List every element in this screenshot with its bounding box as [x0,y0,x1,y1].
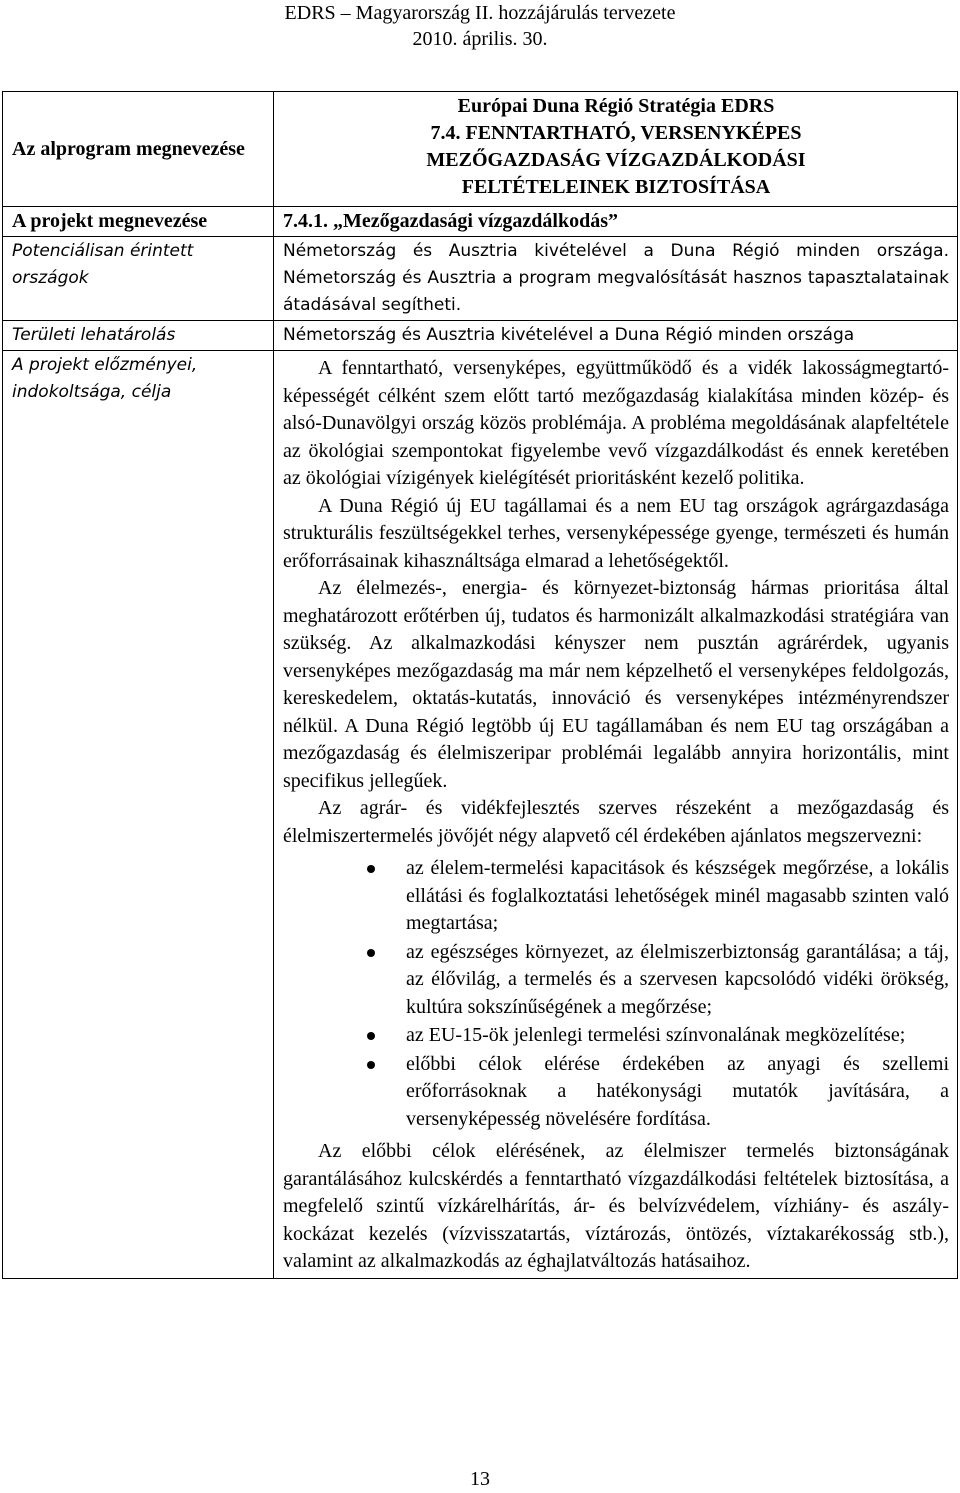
project-table [2,91,958,1279]
alprogram-line-4: FELTÉTELEINEK BIZTOSÍTÁSA [461,176,771,198]
list-item-text: az élelem-termelési kapacitások és készségek megőrzése, a lokális ellátási és foglalkoztatási lehetőségek minél magasabb szinten való megtartása; [406,857,949,934]
bullet-icon [367,1032,375,1040]
label-projekt: A projekt megnevezése [3,207,274,237]
row-teruleti [3,321,958,351]
row-alprogram [3,92,958,207]
value-teruleti: Németország és Ausztria kivételével a Duna Régió minden országa [274,321,958,351]
alprogram-line-2: 7.4. FENNTARTHATÓ, VERSENYKÉPES [430,122,802,144]
list-item [283,1022,949,1050]
list-item-text: előbbi célok elérése érdekében az anyagi és szellemi erőforrásoknak a hatékonysági mutatók javítására, a versenyképesség növelésére fordítása. [406,1052,949,1130]
label-teruleti: Területi lehatárolás [3,321,274,351]
label-orszagok: Potenciálisan érintett országok [3,237,274,321]
paragraph-5: Az előbbi célok elérésének, az élelmiszer termelés biztonságának garantálásához kulcskérdés a fenntartható vízgazdálkodási feltételek biztosítása, a megfelelő szintű vízkárelhárítás, ár- és belvízvédelem, vízhiány- és aszály-kockázat kezelés (vízvisszatartás, víztározás, öntözés, víztakarékosság stb.), valamint az alkalmazkodás az éghajlatváltozás hatásaihoz. [283,1140,949,1272]
goals-list [283,855,949,1133]
label-elozmenyek: A projekt előzményei, indokoltsága, célja [3,351,274,1279]
page-header [0,0,960,52]
paragraph-3: Az élelmezés-, energia- és környezet-biztonság hármas prioritása által meghatározott erőtérben új, tudatos és harmonizált alkalmazkodási stratégiára van szükség. Az alkalmazkodási kényszer nem pusztán agrárérdek, ugyanis versenyképes mezőgazdaság ma már nem képzelhető el versenyképes feldolgozás, kereskedelem, oktatás-kutatás, innováció és versenyképes intézményrendszer nélkül. A Duna Régió legtöbb új EU tagállamában és nem EU tag országában a mezőgazdaság és élelmiszeripar problémái legalább annyira horizontális, mint specifikus jellegűek. [283,577,949,792]
alprogram-line-3: MEZŐGAZDASÁG VÍZGAZDÁLKODÁSI [426,149,806,171]
value-alprogram [274,92,958,207]
paragraph-4: Az agrár- és vidékfejlesztés szerves részeként a mezőgazdaság és élelmiszertermelés jövőjét négy alapvető cél érdekében ajánlatos megszervezni: [283,797,949,847]
header-title: EDRS – Magyarország II. hozzájárulás tervezete [284,2,676,24]
bullet-icon [367,949,375,957]
list-item [283,1051,949,1134]
row-elozmenyek [3,351,958,1279]
list-item [283,939,949,1022]
bullet-icon [367,865,375,873]
page-number: 13 [470,1468,490,1490]
header-date: 2010. április. 30. [412,28,548,50]
paragraph-1: A fenntartható, versenyképes, együttműködő és a vidék lakosságmegtartó-képességét célként szem előtt tartó mezőgazdaság kialakítása minden közép- és alsó-Dunavölgyi ország közös problémája. A probléma megoldásának alapfeltétele az ökológiai szempontokat figyelembe vevő vízgazdálkodást és ennek keretében az ökológiai vízigények kielégítését prioritásként kezelő politika. [283,357,949,489]
value-projekt: 7.4.1. „Mezőgazdasági vízgazdálkodás” [274,207,958,237]
paragraph-2: A Duna Régió új EU tagállamai és a nem EU tag országok agrárgazdasága strukturális feszültségekkel terhes, versenyképessége gyenge, természeti és humán erőforrásainak kihasználtsága elmarad a lehetőségektől. [283,494,949,572]
alprogram-line-1: Európai Duna Régió Stratégia EDRS [457,95,775,117]
value-orszagok: Németország és Ausztria kivételével a Duna Régió minden országa. Németország és Ausztria a program megvalósítását hasznos tapasztalatainak átadásával segítheti. [274,237,958,321]
list-item-text: az egészséges környezet, az élelmiszerbiztonság garantálása; a táj, az élővilág, a termelés és a szervesen kapcsolódó vidéki örökség, kultúra sokszínűségének a megőrzése; [406,940,949,1018]
value-elozmenyek [274,351,958,1279]
bullet-icon [367,1061,375,1069]
row-orszagok [3,237,958,321]
list-item-text: az EU-15-ök jelenlegi termelési színvonalának megközelítése; [406,1024,906,1046]
row-projekt [3,207,958,237]
list-item [283,855,949,938]
label-alprogram: Az alprogram megnevezése [3,92,274,207]
